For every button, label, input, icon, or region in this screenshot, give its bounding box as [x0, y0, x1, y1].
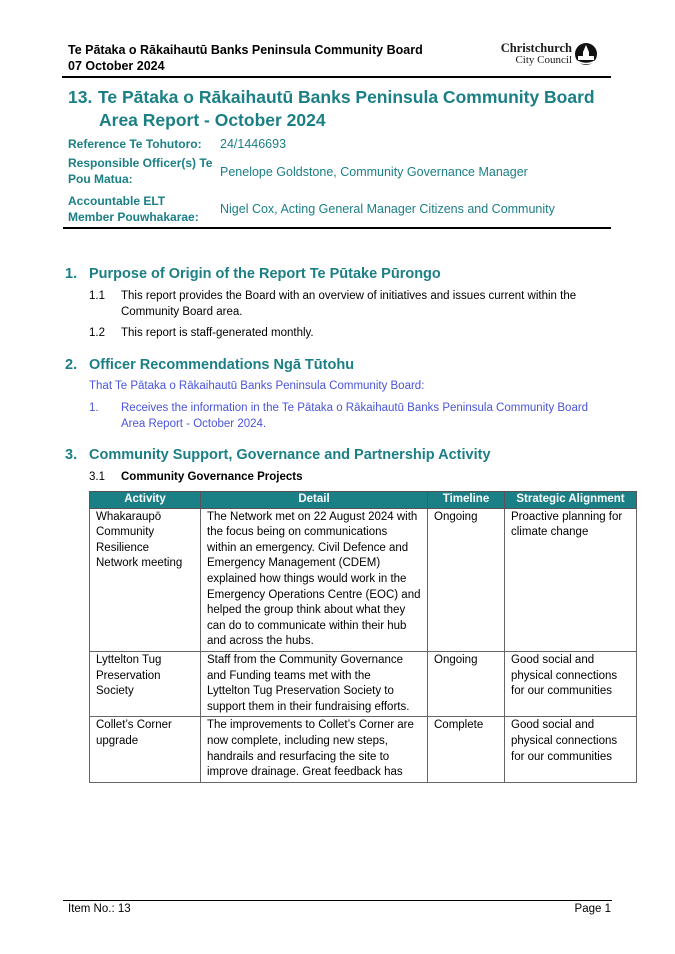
paragraph-number: 1.1: [89, 290, 105, 302]
meta-label-text: Member Pouwhakarae:: [68, 210, 199, 224]
detail-cell: [201, 717, 428, 782]
footer-page-number: Page 1: [574, 903, 611, 915]
paragraph-number: 1.2: [89, 327, 105, 339]
section-heading-recommendations: [65, 356, 605, 374]
cell-line: within an emergency. Civil Defence and: [207, 541, 409, 554]
paragraph-line: Community Board area.: [121, 306, 243, 318]
section-title: Purpose of Origin of the Report Te Pūtake Pūrongo: [89, 266, 441, 282]
cell-line: physical connections: [511, 734, 618, 747]
cell-line: Preservation: [96, 669, 161, 682]
section-heading-purpose: [65, 265, 605, 283]
logo-line2: City Council: [515, 54, 572, 66]
meta-label-reference: [68, 136, 202, 152]
cell-line: climate change: [511, 526, 589, 539]
section-number: 2.: [65, 357, 78, 373]
paragraph-1-2: [89, 325, 619, 341]
paragraph-text: This report is staff-generated monthly.: [121, 327, 314, 339]
recommendation-text: [121, 400, 588, 432]
paragraph-line: This report provides the Board with an overview of initiatives and issues current within the: [121, 290, 577, 302]
cell-line: Emergency Operations Centre (EOC) and: [207, 588, 421, 601]
meta-value-responsible-officer: Penelope Goldstone, Community Governance Manager: [220, 165, 528, 179]
header-date: 07 October 2024: [68, 59, 165, 73]
cell-line: physical connections: [511, 669, 618, 682]
subsection-heading: [89, 469, 619, 485]
activity-cell: [90, 717, 201, 782]
subsection-number: 3.1: [89, 471, 105, 483]
cell-line: and across the hubs.: [207, 635, 314, 648]
detail-cell: [201, 651, 428, 716]
cell-line: Collet’s Corner: [96, 719, 172, 732]
cell-line: Resilience: [96, 541, 150, 554]
cell-line: Good social and: [511, 653, 595, 666]
meta-label-text: Responsible Officer(s) Te: [68, 156, 213, 170]
section-title: Officer Recommendations Ngā Tūtohu: [89, 357, 355, 373]
cell-line: Lyttelton Tug Preservation Society to: [207, 685, 394, 698]
section-number: 1.: [65, 266, 78, 282]
recommendation-line: Area Report - October 2024.: [121, 418, 267, 430]
cell-line: Emergency Management (CDEM): [207, 557, 381, 570]
cell-line: support them in their fundraising efforts.: [207, 700, 410, 713]
cell-line: The improvements to Collet’s Corner are: [207, 719, 414, 732]
cell-line: Society: [96, 685, 134, 698]
footer-rule: [63, 900, 612, 901]
cell-line: Staff from the Community Governance: [207, 653, 404, 666]
section-title: Community Support, Governance and Partnership Activity: [89, 447, 491, 463]
activity-cell: [90, 508, 201, 651]
cell-line: improve drainage. Great feedback has: [207, 766, 403, 779]
alignment-cell: [505, 508, 637, 651]
header-board-name: Te Pātaka o Rākaihautū Banks Peninsula Community Board: [68, 43, 423, 57]
cell-line: for our communities: [511, 685, 612, 698]
subsection-title: Community Governance Projects: [121, 471, 303, 483]
recommendation-number: 1.: [89, 402, 99, 414]
column-header-alignment: Strategic Alignment: [505, 492, 637, 509]
title-line1: Te Pātaka o Rākaihautū Banks Peninsula Community Board: [98, 87, 595, 107]
cell-line: handrails and resurfacing the site to: [207, 750, 390, 763]
meta-label-text: Accountable ELT: [68, 194, 166, 208]
meta-value-reference: 24/1446693: [220, 137, 287, 151]
table-header-row: [90, 492, 637, 509]
column-header-detail: Detail: [201, 492, 428, 509]
cell-line: for our communities: [511, 750, 612, 763]
cell-line: The Network met on 22 August 2024 with: [207, 510, 418, 523]
logo-line1: Christchurch: [500, 41, 572, 55]
alignment-cell: [505, 651, 637, 716]
cell-line: Lyttelton Tug: [96, 653, 162, 666]
cell-line: Network meeting: [96, 557, 183, 570]
detail-cell: [201, 508, 428, 651]
alignment-cell: [505, 717, 637, 782]
cell-line: Good social and: [511, 719, 595, 732]
paragraph-1-1: [89, 288, 619, 320]
column-header-activity: Activity: [90, 492, 201, 509]
meta-label-text: Reference Te Tohutoro:: [68, 137, 202, 151]
cell-line: upgrade: [96, 734, 139, 747]
meta-label-responsible-officer: [68, 155, 212, 187]
cell-line: the focus being on communications: [207, 526, 388, 539]
meta-label-text: Pou Matua:: [68, 172, 133, 186]
council-logo: [498, 42, 610, 68]
item-number: 13.: [68, 87, 93, 107]
cell-line: explained how things would work in the: [207, 572, 407, 585]
table-row: [90, 717, 637, 782]
section-heading-community-support: [65, 446, 605, 464]
timeline-cell: Complete: [428, 717, 505, 782]
meta-value-accountable-elt: Nigel Cox, Acting General Manager Citizens and Community: [220, 202, 555, 216]
paragraph-text: [121, 288, 576, 320]
meta-rule: [63, 227, 611, 229]
recommendation-line: Receives the information in the Te Pātaka o Rākaihautū Banks Peninsula Community Board: [121, 402, 589, 414]
header-title: [68, 42, 423, 74]
cell-line: and Funding teams met with the: [207, 669, 371, 682]
meta-label-accountable-elt: [68, 193, 199, 225]
recommendation-intro: That Te Pātaka o Rākaihautū Banks Peninsula Community Board:: [89, 380, 425, 392]
cathedral-logo-icon: [574, 42, 598, 67]
activity-cell: [90, 651, 201, 716]
table-row: [90, 508, 637, 651]
footer-item-number: Item No.: 13: [68, 903, 131, 915]
title-line2: Area Report - October 2024: [99, 110, 326, 130]
cell-line: can do to communicate within their hub: [207, 619, 407, 632]
governance-projects-table: [89, 491, 637, 783]
cell-line: Proactive planning for: [511, 510, 623, 523]
section-number: 3.: [65, 447, 78, 463]
timeline-cell: Ongoing: [428, 508, 505, 651]
table-row: [90, 651, 637, 716]
header-rule: [62, 76, 611, 78]
timeline-cell: Ongoing: [428, 651, 505, 716]
cell-line: Community: [96, 526, 155, 539]
cell-line: now complete, including new steps,: [207, 734, 388, 747]
cell-line: helped the group think about what they: [207, 604, 406, 617]
column-header-timeline: Timeline: [428, 492, 505, 509]
cell-line: Whakaraupō: [96, 510, 162, 523]
recommendation-item: [89, 400, 619, 432]
